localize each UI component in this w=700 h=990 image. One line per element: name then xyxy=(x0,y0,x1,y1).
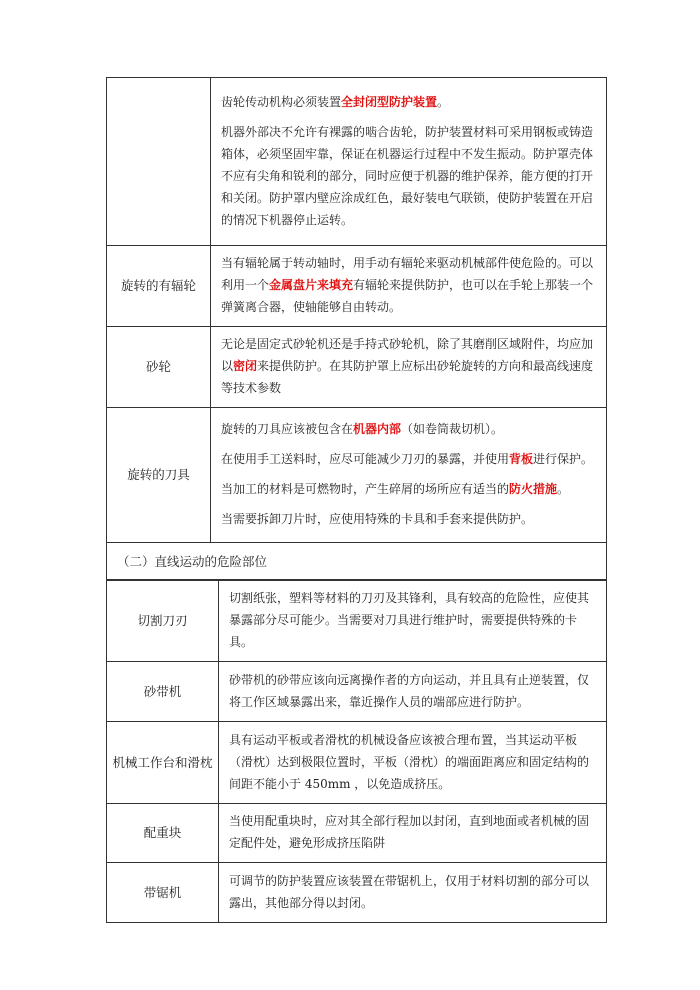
table-row xyxy=(107,408,607,543)
row-content xyxy=(211,78,607,246)
rotating-parts-table xyxy=(106,77,607,580)
row-content: 可调节的防护装置应该装置在带锯机上，仅用于材料切割的部分可以露出，其他部分得以封闭。 xyxy=(219,863,607,923)
table-row xyxy=(107,327,607,408)
highlight-text: 机器内部 xyxy=(353,422,402,436)
row-label: 切割刀刃 xyxy=(107,581,219,662)
row-content: 切割纸张，塑料等材料的刀刃及其锋利，具有较高的危险性，应使其暴露部分尽可能少。当需要对刀具进行维护时，需要提供特殊的卡具。 xyxy=(219,581,607,662)
paragraph: 在使用手工送料时，应尽可能减少刀刃的暴露，并使用背板进行保护。 xyxy=(221,452,594,466)
section-title: （二）直线运动的危险部位 xyxy=(107,543,607,580)
linear-motion-table xyxy=(106,580,607,923)
row-label xyxy=(107,78,211,246)
row-label: 旋转的刀具 xyxy=(107,408,211,543)
table-row xyxy=(107,246,607,327)
section-row xyxy=(107,543,607,580)
table-row xyxy=(107,581,607,662)
row-label: 机械工作台和滑枕 xyxy=(107,722,219,804)
paragraph: 旋转的刀具应该被包含在机器内部（如卷筒裁切机）。 xyxy=(221,422,504,436)
table-row xyxy=(107,78,607,246)
table-row xyxy=(107,722,607,804)
table-row xyxy=(107,804,607,863)
paragraph: 无论是固定式砂轮机还是手持式砂轮机，除了其磨削区域附件，均应加以密闭来提供防护。在其防护罩上应标出砂轮旋转的方向和最高线速度等技术参数 xyxy=(221,337,594,395)
paragraph: 齿轮传动机构必须装置全封闭型防护装置。 xyxy=(221,94,450,109)
highlight-text: 金属盘片来填充 xyxy=(269,278,354,292)
document-page xyxy=(106,77,607,923)
table-row xyxy=(107,662,607,722)
row-label: 配重块 xyxy=(107,804,219,863)
table-row xyxy=(107,863,607,923)
paragraph: 机器外部决不允许有裸露的啮合齿轮，防护装置材料可采用钢板或铸造箱体，必须坚固牢靠，保证在机器运行过程中不发生振动。防护罩壳体不应有尖角和锐利的部分，同时应便于机器的维护保养，能方便的打开和关闭。防护罩内壁应涂成红色，最好装电气联锁，使防护装置在开启的情况下机器停止运转。 xyxy=(221,124,594,227)
row-label: 砂带机 xyxy=(107,662,219,722)
highlight-text: 背板 xyxy=(509,452,534,466)
highlight-text: 全封闭型防护装置 xyxy=(341,94,438,109)
row-content: 当使用配重块时，应对其全部行程加以封闭，直到地面或者机械的固定配件处，避免形成挤压陷阱 xyxy=(219,804,607,863)
row-content xyxy=(211,327,607,408)
row-label: 旋转的有辐轮 xyxy=(107,246,211,327)
row-content: 具有运动平板或者滑枕的机械设备应该被合理布置，当其运动平板（滑枕）达到极限位置时，平板（滑枕）的端面距离应和固定结构的间距不能小于 450mm ，以免造成挤压。 xyxy=(219,722,607,804)
paragraph: 当加工的材料是可燃物时，产生碎屑的场所应有适当的防火措施。 xyxy=(221,482,570,496)
row-label: 带锯机 xyxy=(107,863,219,923)
highlight-text: 防火措施 xyxy=(509,482,558,496)
paragraph: 当有辐轮属于转动轴时，用手动有辐轮来驱动机械部件使危险的。可以利用一个金属盘片来填充有辐轮来提供防护，也可以在手轮上那装一个弹簧离合器，使轴能够自由转动。 xyxy=(221,256,594,314)
row-content xyxy=(211,408,607,543)
paragraph: 当需要拆卸刀片时，应使用特殊的卡具和手套来提供防护。 xyxy=(221,512,534,526)
row-content xyxy=(211,246,607,327)
row-content: 砂带机的砂带应该向远离操作者的方向运动，并且具有止逆装置，仅将工作区域暴露出来，靠近操作人员的端部应进行防护。 xyxy=(219,662,607,722)
row-label: 砂轮 xyxy=(107,327,211,408)
highlight-text: 密闭 xyxy=(233,359,258,373)
